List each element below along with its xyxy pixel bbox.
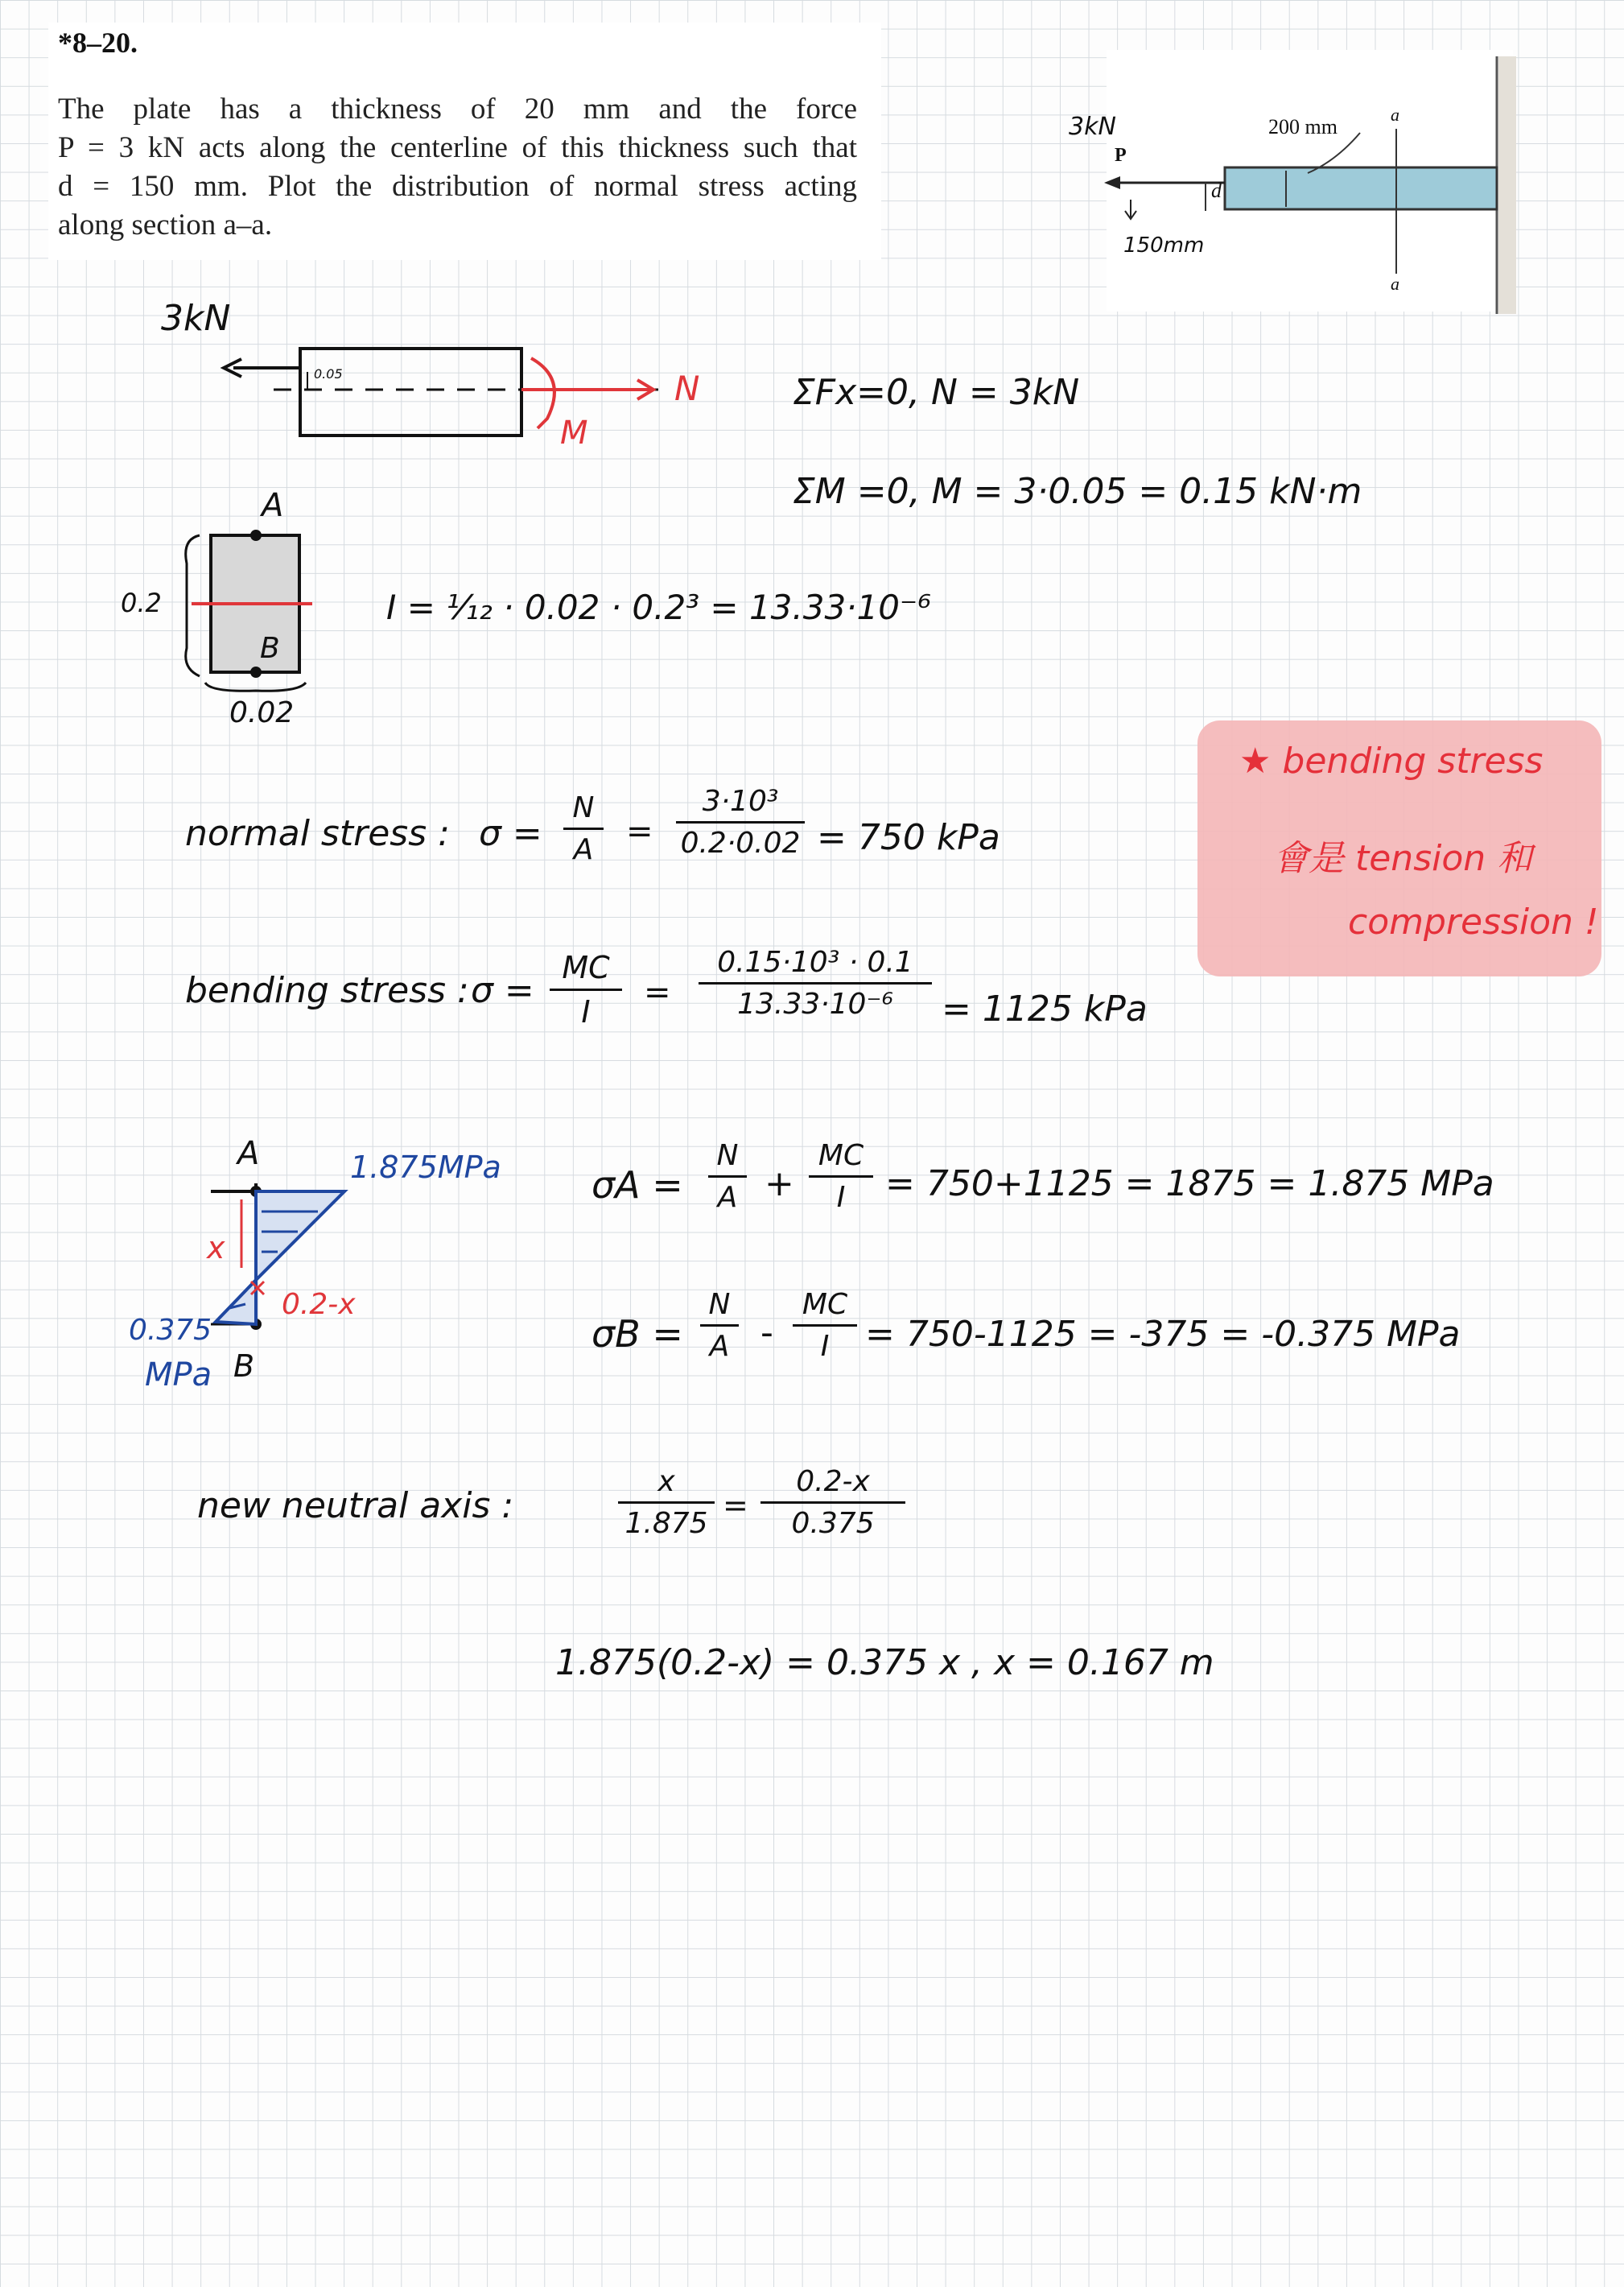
section-label-b: B — [260, 632, 280, 665]
fbd-force-label: 3kN — [161, 298, 231, 339]
sigma-a-lhs: σA = — [591, 1163, 683, 1207]
note-line-3: compression ! — [1348, 902, 1599, 943]
figure-label-p: P — [1115, 145, 1127, 166]
normal-stress-den: 0.2·0.02 — [680, 827, 801, 860]
fraction-bar — [809, 1175, 873, 1178]
bending-stress-result: = 1125 kPa — [942, 989, 1148, 1030]
diagram-bottom-unit: MPa — [145, 1356, 212, 1393]
bending-stress-eq: = — [644, 974, 671, 1011]
neutral-axis-den1: 1.875 — [624, 1507, 708, 1540]
problem-line-2: P = 3 kN acts along the centerline of this thickness such that — [58, 131, 857, 164]
sigma-a-a: A — [717, 1181, 738, 1214]
sigma-b-i: I — [820, 1330, 830, 1363]
normal-stress-label: normal stress : — [185, 813, 450, 854]
bending-stress-mc-num: MC — [562, 950, 610, 985]
figure-label-d: d — [1211, 179, 1222, 202]
figure-a-top: a — [1391, 105, 1399, 125]
neutral-axis-den2: 0.375 — [791, 1507, 875, 1540]
fraction-bar — [618, 1501, 715, 1504]
fbd-normal-label: N — [674, 369, 700, 408]
sigma-b-n: N — [708, 1288, 731, 1321]
problem-number: *8–20. — [58, 27, 138, 59]
problem-line-4: along section a–a. — [58, 208, 273, 241]
bending-stress-sigma: σ = — [471, 970, 534, 1011]
sigma-b-mc: MC — [802, 1288, 848, 1321]
sigma-b-na-fraction — [700, 1288, 739, 1363]
diagram-x-label: x — [207, 1230, 225, 1265]
figure-dim-200: 200 mm — [1268, 115, 1338, 138]
inertia-equation: I = ¹⁄₁₂ · 0.02 · 0.2³ = 13.33·10⁻⁶ — [386, 588, 931, 627]
normal-stress-result: = 750 kPa — [817, 817, 1000, 858]
neutral-axis-num2: 0.2-x — [796, 1465, 870, 1498]
normal-stress-sigma: σ = — [479, 813, 542, 854]
section-label-a: A — [262, 487, 284, 524]
sigma-a-result: = 750+1125 = 1875 = 1.875 MPa — [885, 1163, 1494, 1204]
fraction-bar — [708, 1175, 747, 1178]
sum-m-equation: ΣM =0, M = 3·0.05 = 0.15 kN·m — [793, 471, 1362, 512]
neutral-axis-solution: 1.875(0.2-x) = 0.375 x , x = 0.167 m — [555, 1642, 1214, 1683]
problem-line-3: d = 150 mm. Plot the distribution of normal stress acting — [58, 170, 857, 203]
tension-triangle — [256, 1191, 344, 1280]
section-height-label: 0.2 — [121, 588, 162, 618]
sigma-a-na-fraction — [708, 1139, 747, 1214]
fbd-offset-label: 0.05 — [314, 366, 343, 382]
fbd-moment-label: M — [560, 415, 588, 452]
normal-stress-num: 3·10³ — [702, 785, 779, 818]
sigma-a-op: + — [765, 1163, 794, 1204]
sigma-b-result: = 750-1125 = -375 = -0.375 MPa — [865, 1314, 1461, 1355]
diagram-label-a: A — [237, 1135, 260, 1172]
problem-line-1: The plate has a thickness of 20 mm and the force — [58, 93, 857, 126]
section-width-label: 0.02 — [229, 696, 295, 729]
sigma-b-op: - — [760, 1312, 773, 1353]
diagram-bottom-value: 0.375 — [129, 1314, 212, 1347]
sigma-a-mc: MC — [818, 1139, 864, 1172]
sigma-b-mci-fraction — [793, 1288, 857, 1363]
fraction-bar — [700, 1324, 739, 1327]
bending-stress-label: bending stress : — [185, 970, 469, 1011]
neutral-axis-label: new neutral axis : — [197, 1485, 514, 1526]
note-line-1: ★ bending stress — [1239, 741, 1544, 782]
note-line-2: 會是 tension 和 — [1273, 838, 1533, 879]
bending-stress-den: 13.33·10⁻⁶ — [737, 988, 893, 1021]
compression-triangle — [216, 1280, 256, 1324]
figure-force-handwritten: 3kN — [1069, 113, 1116, 141]
bending-stress-num: 0.15·10³ · 0.1 — [717, 946, 913, 979]
neutral-axis-right-fraction — [760, 1465, 905, 1540]
sigma-b-lhs: σB = — [591, 1312, 683, 1356]
neutral-axis-eq: = — [723, 1488, 748, 1523]
figure-a-bottom: a — [1391, 274, 1399, 294]
normal-stress-eq: = — [626, 813, 653, 850]
normal-stress-na-den: A — [573, 833, 594, 866]
fraction-bar — [793, 1324, 857, 1327]
bending-stress-i-den: I — [581, 994, 591, 1030]
figure-dim-150: 150mm — [1123, 233, 1205, 258]
diagram-label-b: B — [233, 1348, 255, 1384]
neutral-axis-num1: x — [657, 1465, 675, 1498]
sigma-a-i: I — [836, 1181, 846, 1214]
normal-stress-na-num: N — [572, 791, 595, 824]
sigma-a-n: N — [716, 1139, 739, 1172]
fraction-bar — [760, 1501, 905, 1504]
diagram-rest-label: 0.2-x — [282, 1288, 356, 1321]
neutral-axis-left-fraction — [618, 1465, 715, 1540]
sigma-b-a: A — [709, 1330, 730, 1363]
sum-fx-equation: ΣFx=0, N = 3kN — [793, 372, 1080, 413]
sigma-a-mci-fraction — [809, 1139, 873, 1214]
diagram-top-value: 1.875MPa — [350, 1150, 501, 1185]
